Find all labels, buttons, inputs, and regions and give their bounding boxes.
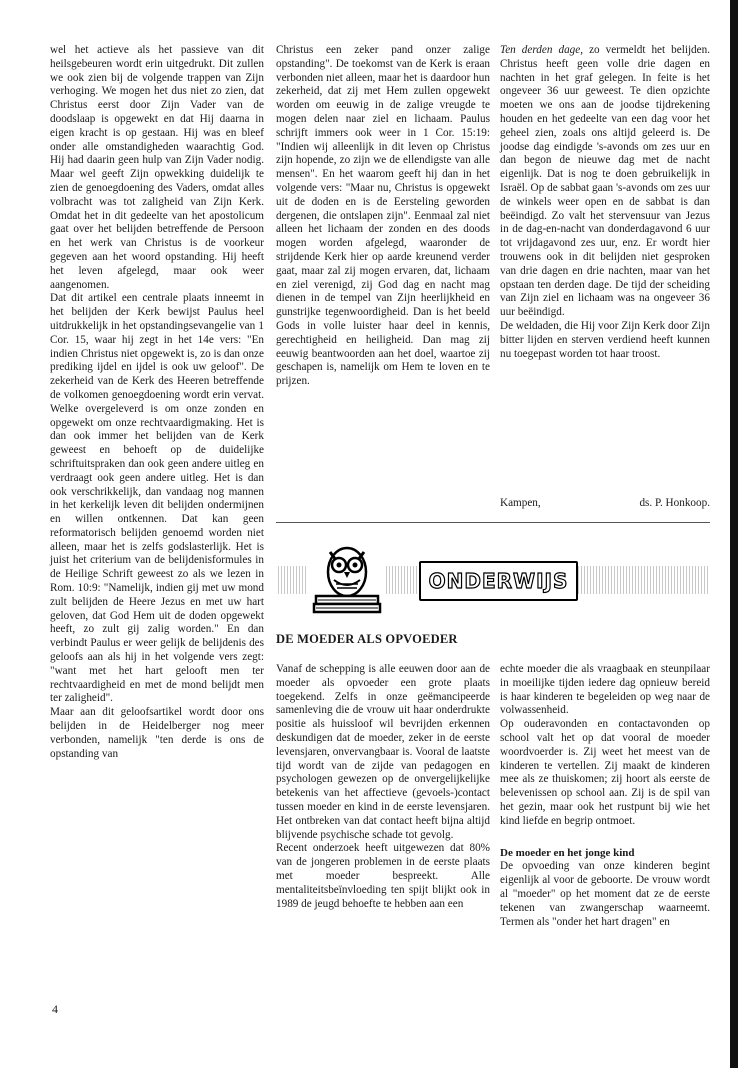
paragraph: wel het actieve als het passieve van dit heilsgebeuren wordt erin uitgedrukt. Dit zullen we ook zien bij de volgende trappen van Zijn verhoging. We mogen het dus niet zo zien, dat Christus eerst door Zijn Vader van de doodslaap is opgewekt en dat Hij daarna in eigen kracht is op gestaan. Hij was en bleef onder alle omstandigheden waarachtig God. Hij had daarin geen hulp van Zijn Vader nodig. Maar wel geeft Zijn opwekking duidelijk te zien de genoegdoening des Vaders, omdat alles volbracht was tot zaligheid van Zijn Kerk. Omdat het in dit gedeelte van het apostolicum gaat over het belijden betreffende de Persoon en het werk van Christus is de voorkeur gegeven aan het woord opstanding. Hij heeft het leven afgelegd, maar ook weer aangenomen. — [50, 44, 264, 291]
paragraph: Recent onderzoek heeft uitgewezen dat 80% van de jongeren problemen in de eerste plaats met moeder bespreekt. Alle mentaliteitsbeïnvloeding ten spijt blijkt ook in 1989 de jeugd behoefte te hebben aan een — [276, 842, 490, 910]
column-2 — [276, 44, 490, 389]
paragraph: Christus een zeker pand onzer zalige opstanding". De toekomst van de Kerk is eraan verbonden niet alleen, maar het is daardoor hun zekerheid, dat zij met Hem zullen opgewekt worden om eeuwig in de zalige vreugde te mogen delen naar ziel en lichaam. Paulus schrijft immers ook weer in 1 Cor. 15:19: "Indien wij alleenlijk in dit leven op Christus zijn hopende, zo zijn we de ellendigste van alle mensen". En het waarom geeft hij dan in het volgende vers: "Maar nu, Christus is opgewekt uit de doden en is de Eersteling geworden dergenen, die ontslapen zijn". Eenmaal zal niet alleen het lichaam der zonden en des doods mogen worden afgelegd, waaronder de strijdende Kerk hier op aarde kreunend verder gaat, maar zal zij mogen ervaren, dat, lichaam en ziel verenigd, zij God dag en nacht mag dienen in de tempel van Zijn heerlijkheid en gunstrijke tegenwoordigheid. Dan is het beeld Gods in volle luister haar deel in kennis, gerechtigheid en heiligheid. Dan mag zij eeuwig beantwoorden aan het doel, waartoe zij geschapen is, namelijk om Hem te loven en te prijzen. — [276, 44, 490, 388]
signature-place: Kampen, — [500, 497, 541, 509]
paragraph: De opvoeding van onze kinderen begint eigenlijk al voor de geboorte. De vrouw wordt al "moeder" op het moment dat ze de eerste tekenen van zwangerschap waarneemt. Termen als "onder het hart dragen" en — [500, 860, 710, 928]
owl-icon — [308, 538, 386, 622]
article-column-right — [500, 663, 710, 929]
article-title: DE MOEDER ALS OPVOEDER — [276, 632, 458, 646]
paragraph: Maar aan dit geloofsartikel wordt door ons belijden in de Heidelberger nog meer verbonden, namelijk "ten derde is ons de opstanding van — [50, 706, 264, 760]
column-1 — [50, 44, 264, 761]
signature — [500, 497, 710, 509]
paragraph: De weldaden, die Hij voor Zijn Kerk door Zijn bitter lijden en sterven verdiend heeft kunnen nu toegepast worden tot haar troost. — [500, 319, 710, 360]
subheading: De moeder en het jonge kind — [500, 846, 635, 859]
page-number: 4 — [52, 1002, 58, 1016]
divider — [276, 522, 710, 523]
section-banner — [276, 538, 710, 622]
paragraph: , zo vermeldt het belijden. Christus heeft geen volle drie dagen en nachten in het graf gelegen. In feite is het ongeveer 36 uur geweest. Te dien opzichte moeten we ons aan de joodse tijdrekening houden en het gedeelte van een dag voor het geheel zien, zoals ons altijd geleerd is. De joodse dag eindigde 's-avonds om zes uur en dan begon de nieuwe dag met de nacht eigenlijk. Dat is nog te doen gebruikelijk in Israël. Op de sabbat gaan 's-avonds om zes uur de winkels weer open en de sabbat is dan beëindigd. Zo valt het stervensuur van Jezus in de dag-en-nacht van donderdagavond 6 uur tot vrijdagavond zes uur, enz. Er wordt hier trouwens ook in dit belijden niet gesproken van drie dagen en drie nachten, maar van het opstaan ten derden dage. De tijd der scheiding van Zijn ziel en lichaam was na ongeveer 36 uur beëindigd. — [500, 44, 711, 319]
article-column-left — [276, 663, 490, 911]
column-3 — [500, 44, 710, 361]
paragraph: Op ouderavonden en contactavonden op school valt het op dat vooral de moeder woordvoerder is. Zij weet het meest van de kinderen te vertellen. Zij maakt de kinderen mee als ze thuiskomen; zij hoort als eerste de belevenissen op school aan. Zij is de spil van het gezin, maar ook het rustpunt bij wie het kind liefde en begrip ontmoet. — [500, 718, 710, 827]
paragraph: Dat dit artikel een centrale plaats inneemt in het belijden der Kerk bewijst Paulus heel uitdrukkelijk in het opstandingsevangelie van 1 Cor. 15, waar hij zegt in het 14e vers: "En indien Christus niet opgewekt is, zo is dan onze prediking ijdel en ijdel is ook uw geloof". De zekerheid van de Kerk des Heeren betreffende de volkomen genoegdoening wordt erin vervat. Welke overgeleverd is om onze zonden en opgewekt om onze rechtvaardigmaking. Het is dan ook immer het belijden van de Kerk geweest en behoeft op de duidelijke schriftuitspraken dan ook geen andere uitleg en verdraagt ook geen andere uitleg. Het is dan ook verschrikkelijk, dan vandaag nog mannen in het kerkelijk leven dit belijden ondermijnen en willen ontkennen. Dat kan geen reformatorisch belijden genoemd worden niet alleen, maar het is zelfs godslasterlijk. Het is juist het criterium van de belijdenisformules in de Heilige Schrift geweest zo als we lezen in Rom. 10:9: "Namelijk, indien gij met uw mond zult belijden de Heere Jezus en met uw hart geloven, dat God Hem uit de doden opgewekt heeft, zo zult gij zalig worden." En dan verbindt Paulus er weer gelijk de belijdenis des geloofs aan als hij in het volgende vers zegt: "want met het hart gelooft men ter rechtvaardigheid en met de mond belijdt men ter zaligheid". — [50, 292, 264, 705]
section-label: ONDERWIJS — [419, 561, 578, 601]
spacer — [500, 829, 710, 843]
paragraph: echte moeder die als vraagbaak en steunpilaar in moeilijke tijden iedere dag opnieuw bereid is haar kinderen te begeleiden op weg naar de volwassenheid. — [500, 663, 710, 717]
paragraph: Vanaf de schepping is alle eeuwen door aan de moeder als opvoeder een grote plaats toegekend. Zelfs in onze geëmancipeerde samenleving die de vrouw uit haar onderdrukte positie als huissloof wil bevrijden erkennen deskundigen dat de moeder, zeker in de eerste levensjaren, onvervangbaar is. Vooral de laatste tijd wordt van de zijde van pedagogen en psychologen gewezen op de onvergelijkelijke betekenis van het affectieve (gevoels-)contact tussen moeder en kind in de eerste levensjaren. Het ontbreken van dat contact heeft bijna altijd blijvende psychische schade tot gevolg. — [276, 663, 490, 841]
paragraph-italic-start: Ten derden dage, zo vermeldt het belijden. Christus heeft geen volle drie dagen en nachten in het graf gelegen. In feite is het ongeveer 36 uur geweest. Te dien opzichte moeten we ons aan de joodse tijdrekening houden en het gedeelte van een dag voor het geheel zien, zoals ons altijd geleerd is. De joodse dag eindigde 's-avonds om zes uur en dan begon de nieuwe dag met de nacht eigenlijk. Dat is nog te doen gebruikelijk in Israël. Op de sabbat gaan 's-avonds om zes uur de winkels weer open en de sabbat is dan beëindigd. Zo valt het stervensuur van Jezus in de dag-en-nacht van donderdagavond 6 uur tot vrijdagavond zes uur, enz. Er wordt hier trouwens ook in dit belijden niet gesproken van drie dagen en drie nachten, maar van het opstaan ten derden dage. De tijd der scheiding van Zijn ziel en lichaam was na ongeveer 36 uur beëindigd. — [500, 44, 711, 319]
signature-author: ds. P. Honkoop. — [639, 497, 710, 509]
scan-edge — [730, 0, 738, 1068]
